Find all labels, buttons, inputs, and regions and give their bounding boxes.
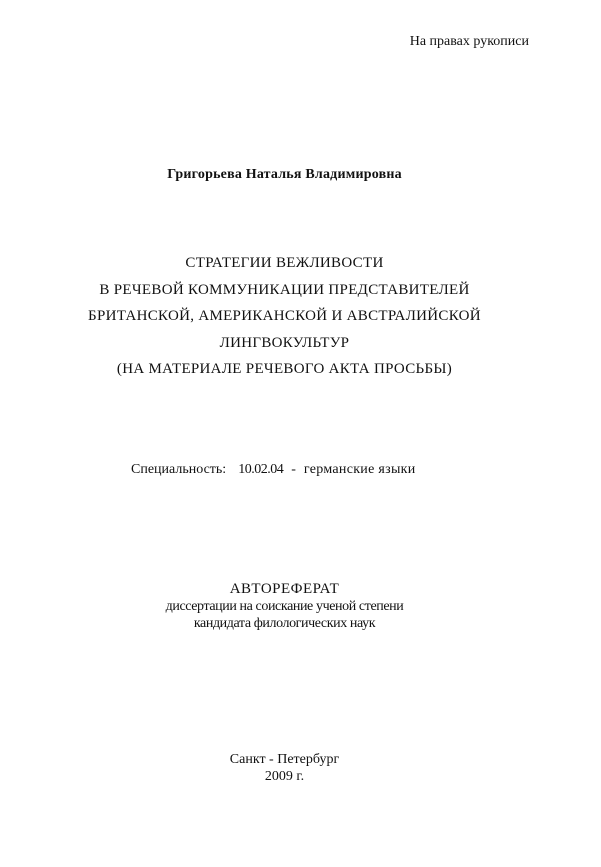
title-line-2: В РЕЧЕВОЙ КОММУНИКАЦИИ ПРЕДСТАВИТЕЛЕЙ: [99, 281, 470, 298]
author-name: Григорьева Наталья Владимировна: [167, 167, 402, 182]
specialty-name: германские языки: [303, 462, 416, 477]
title-line-4: ЛИНГВОКУЛЬТУР: [219, 334, 350, 351]
specialty-code: 10.02.04: [238, 462, 284, 477]
specialty: [131, 461, 416, 479]
title-line-3: БРИТАНСКОЙ, АМЕРИКАНСКОЙ И АВСТРАЛИЙСКОЙ: [88, 308, 481, 324]
specialty-label: Специальность:: [131, 462, 227, 477]
abstract-subtitle-1: диссертации на соискание ученой степени: [165, 599, 404, 614]
title-line-1: СТРАТЕГИИ ВЕЖЛИВОСТИ: [185, 255, 384, 271]
abstract-title: АВТОРЕФЕРАТ: [229, 581, 340, 597]
manuscript-note: На правах рукописи: [409, 34, 529, 49]
abstract-subtitle-2: кандидата филологических наук: [193, 616, 376, 631]
year: 2009 г.: [264, 769, 305, 784]
specialty-dash: -: [291, 462, 296, 477]
title-line-5: (НА МАТЕРИАЛЕ РЕЧЕВОГО АКТА ПРОСЬБЫ): [116, 361, 453, 377]
city: Санкт - Петербург: [229, 752, 340, 767]
dissertation-title: [0, 250, 569, 383]
